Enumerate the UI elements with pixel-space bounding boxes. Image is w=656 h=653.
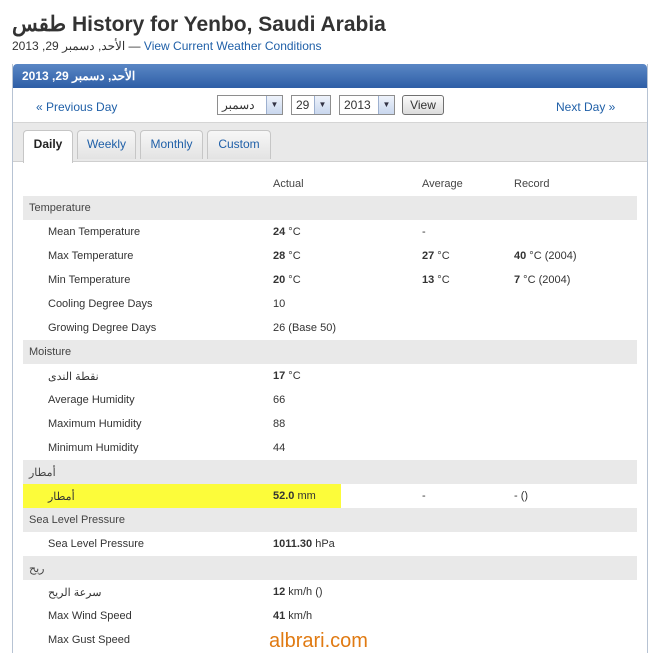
row-label: Min Temperature: [48, 274, 131, 286]
table-row: [23, 364, 637, 388]
table-row: [23, 388, 637, 412]
record-value: 7 °C (2004): [514, 274, 571, 286]
column-header-average: Average: [422, 178, 463, 190]
watermark: albrari.com: [269, 630, 368, 652]
row-label: Maximum Humidity: [48, 418, 142, 430]
row-label: Sea Level Pressure: [48, 538, 144, 550]
row-label: أمطار: [48, 491, 75, 503]
section-label: أمطار: [29, 467, 56, 479]
tab-weekly[interactable]: Weekly: [77, 130, 136, 159]
column-header-actual: Actual: [273, 178, 304, 190]
tab-monthly[interactable]: Monthly: [140, 130, 203, 159]
actual-value: 10: [273, 298, 286, 310]
day-value: 29: [296, 98, 310, 112]
table-row: [23, 580, 637, 604]
history-panel: [12, 64, 648, 653]
day-select[interactable]: [291, 95, 331, 115]
actual-value: 12 km/h (): [273, 586, 323, 598]
section-label: Temperature: [29, 202, 91, 214]
average-value: -: [422, 490, 426, 502]
row-label: Growing Degree Days: [48, 322, 157, 334]
month-value: دسمبر: [222, 98, 255, 112]
average-value: 13 °C: [422, 274, 450, 286]
view-current-link[interactable]: View Current Weather Conditions: [143, 39, 322, 53]
row-label: Mean Temperature: [48, 226, 141, 238]
table-row: [23, 244, 637, 268]
actual-value: 66: [273, 394, 286, 406]
previous-day-link[interactable]: « Previous Day: [36, 100, 118, 114]
row-label: Average Humidity: [48, 394, 135, 406]
row-label: Minimum Humidity: [48, 442, 139, 454]
row-label: Cooling Degree Days: [48, 298, 153, 310]
table-row: [23, 412, 637, 436]
actual-value: 26 (Base 50): [273, 322, 336, 334]
date-navigation: [13, 92, 647, 120]
history-table: [23, 172, 637, 652]
table-header-row: [23, 172, 637, 196]
actual-value: 88: [273, 418, 286, 430]
actual-value: 17 °C: [273, 370, 301, 382]
section-rain: [23, 460, 637, 484]
average-value: 27 °C: [422, 250, 450, 262]
table-row: [23, 292, 637, 316]
section-label: ريح: [29, 563, 45, 575]
year-select[interactable]: [339, 95, 395, 115]
row-label: نقطة الندى: [48, 371, 99, 383]
tab-custom[interactable]: Custom: [207, 130, 271, 159]
section-temperature: [23, 196, 637, 220]
date-bar: الأحد, دسمبر 29, 2013: [13, 64, 647, 88]
actual-value: 28 °C: [273, 250, 301, 262]
actual-value: 1011.30 hPa: [273, 538, 335, 550]
row-label: Max Gust Speed: [48, 634, 130, 646]
table-row: [23, 436, 637, 460]
tab-bar: [13, 122, 647, 162]
chevron-down-icon: ▼: [378, 96, 394, 114]
date-text: الأحد, دسمبر 29, 2013 —: [12, 39, 141, 53]
row-label: Max Wind Speed: [48, 610, 132, 622]
tab-daily[interactable]: Daily: [23, 130, 73, 163]
actual-value: 44: [273, 442, 286, 454]
record-value: - (): [514, 490, 529, 502]
actual-value: 41 km/h: [273, 610, 313, 622]
section-wind: [23, 556, 637, 580]
next-day-link[interactable]: Next Day »: [556, 100, 616, 114]
chevron-down-icon: ▼: [266, 96, 282, 114]
record-value: 40 °C (2004): [514, 250, 577, 262]
section-moisture: [23, 340, 637, 364]
actual-value: 52.0 mm: [273, 490, 316, 502]
view-button[interactable]: View: [402, 95, 444, 115]
table-row: [23, 604, 637, 628]
column-header-record: Record: [514, 178, 550, 190]
table-row: [23, 532, 637, 556]
table-row: [23, 316, 637, 340]
page-title: طقس History for Yenbo, Saudi Arabia: [12, 13, 386, 36]
section-pressure: [23, 508, 637, 532]
month-select[interactable]: [217, 95, 283, 115]
chevron-down-icon: ▼: [314, 96, 330, 114]
row-label: سرعة الريح: [48, 587, 102, 599]
table-row: [23, 220, 637, 244]
actual-value: 24 °C: [273, 226, 301, 238]
section-label: Sea Level Pressure: [29, 514, 125, 526]
actual-value: 20 °C: [273, 274, 301, 286]
row-label: Max Temperature: [48, 250, 134, 262]
average-value: -: [422, 226, 426, 238]
page-subtitle: [12, 39, 322, 53]
section-label: Moisture: [29, 346, 72, 358]
table-row-highlighted: [23, 484, 637, 508]
table-row: [23, 268, 637, 292]
year-value: 2013: [344, 98, 371, 112]
